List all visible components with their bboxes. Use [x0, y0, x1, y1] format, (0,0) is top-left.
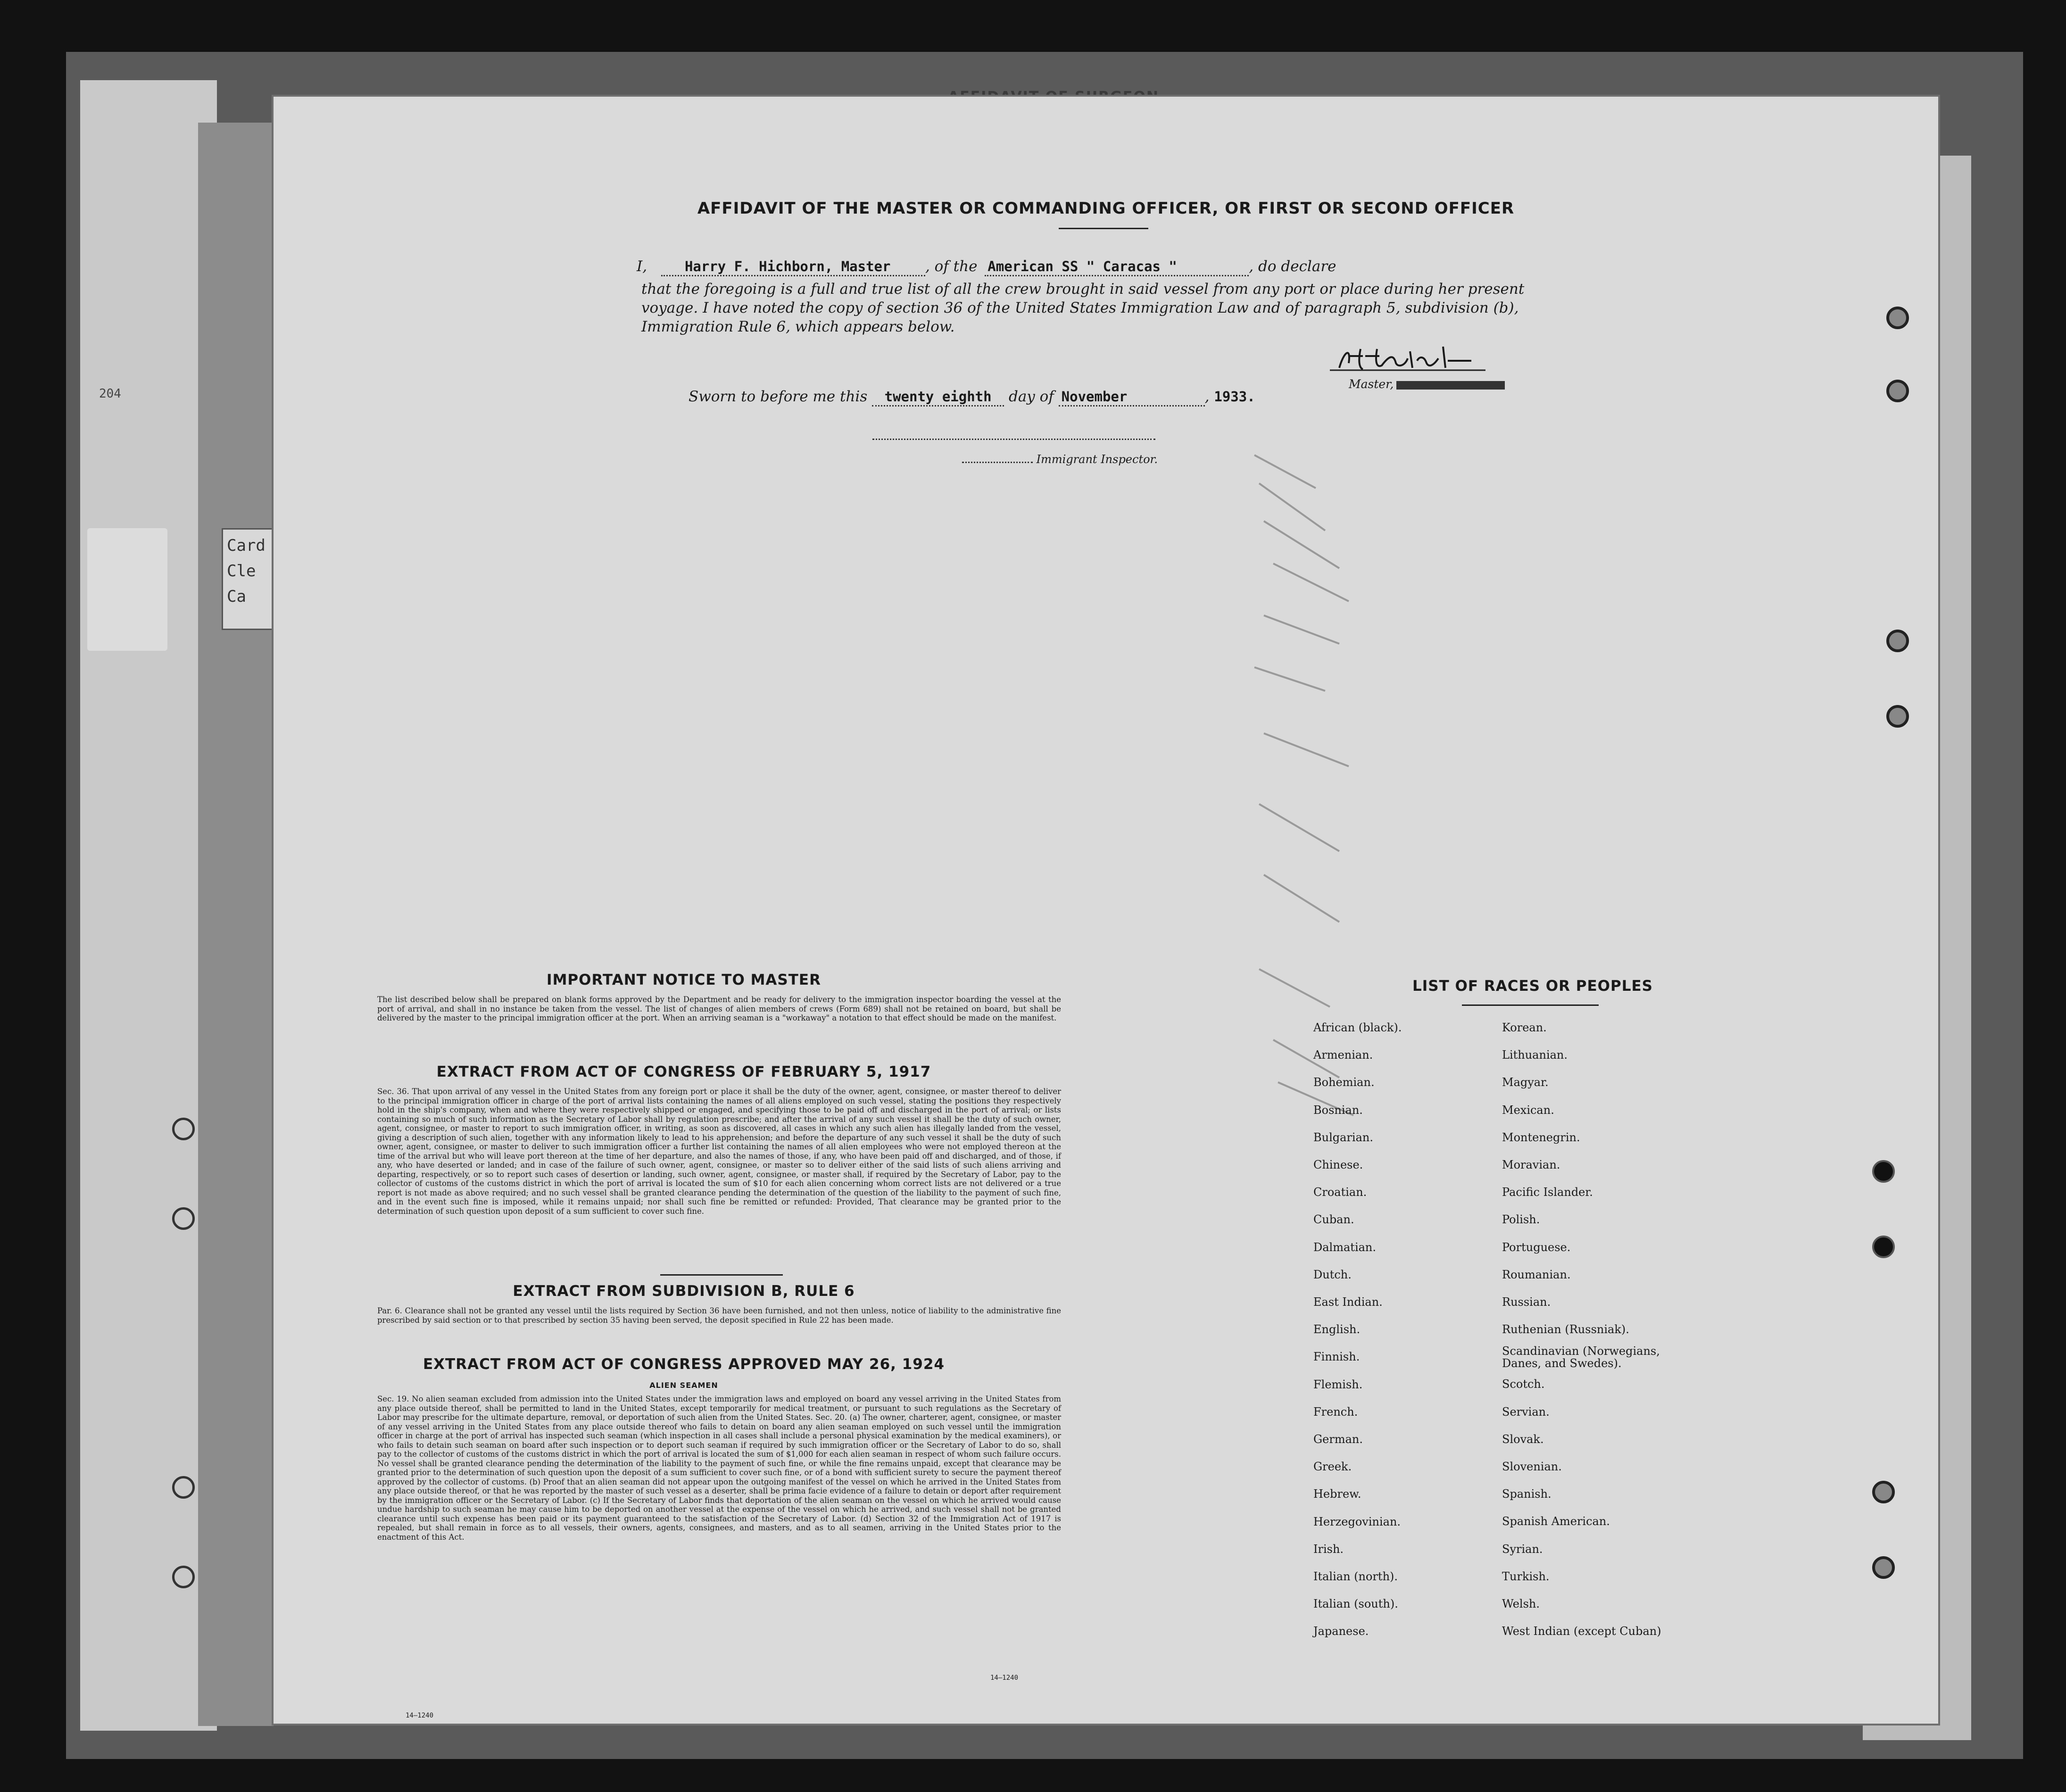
extract-1917-text: Sec. 36. That upon arrival of any vessel in the United States from any foreign port or place it shall be the duty of the owner, agent, consignee, or master thereof to deliver to the principal immigration officer in charge of the port of arrival lists containing the names of all aliens employed on such vessel, stating the positions they respectively hold in the ship's company, when and where they were respectively shipped or engaged, and specifying those to be paid off and discharged in the port of arrival; or lists containing so much of such information as the Secretary of Labor shall by regulation prescribe; and after the arrival of any such vessel it shall be the duty of such owner, agent, consignee, or master to report to such immigration officer, in writing, as soon as discovered, all cases in which any such alien has illegally landed from the vessel, giving a description of such alien, together with any information likely to lead to his apprehension; and before the departure of any such vessel it shall be the duty of such owner, agent, consignee, or master to deliver to such immigration officer a further list containing the names of all alien employees who were not employed thereon at the time of the arrival but who will leave port thereon at the time of her departure, and also the names of those, if any, who have been paid off and discharged, and of those, if any, who have deserted or landed; and in case of the failure of such owner, agent, consignee, or master so to deliver either of the said lists of such aliens arriving and departing, respectively, or so to report such cases of desertion or landing, such owner, agent, consignee, or master shall, if required by the Secretary of Labor, pay to the collector of customs of the customs district in which the port of arrival is located the sum of $10 for each alien concerning whom correct lists are not delivered or a true report is not made as above required; and no such vessel shall be granted clearance pending the determination of the question of the liability to the payment of such fine, and in the event such fine is imposed, while it remains unpaid; nor shall such fine be remitted or refunded: Provided, That clearance may be granted prior to the determination of such question upon deposit of a sum sufficient to cover such fine. — [377, 1087, 1061, 1216]
race-item: Croatian. — [1313, 1186, 1367, 1199]
race-item: Bosnian. — [1313, 1103, 1363, 1117]
declaration-line-2: that the foregoing is a full and true list of all the crew brought in said vessel from any port or place during her present — [641, 281, 1525, 298]
race-item: Pacific Islander. — [1502, 1186, 1593, 1199]
race-item: Spanish. — [1502, 1487, 1552, 1501]
margin-hole — [172, 1476, 195, 1499]
declaration-line-1 — [637, 258, 1336, 276]
race-item: Magyar. — [1502, 1076, 1549, 1089]
races-rule — [1462, 1004, 1599, 1006]
race-item: Spanish American. — [1502, 1515, 1610, 1528]
race-item: Ruthenian (Russniak). — [1502, 1323, 1629, 1336]
races-title: LIST OF RACES OR PEOPLES — [1412, 978, 1653, 995]
underlying-sheet-left — [80, 80, 217, 1731]
margin-hole — [172, 1566, 195, 1588]
master-name: Harry F. Hichborn, Master — [684, 258, 891, 274]
race-item: Moravian. — [1502, 1158, 1560, 1172]
race-item: Italian (north). — [1313, 1570, 1398, 1584]
of-the-text: , of the — [925, 258, 978, 275]
race-item: East Indian. — [1313, 1295, 1383, 1309]
race-item: Armenian. — [1313, 1048, 1373, 1062]
race-item: Slovenian. — [1502, 1460, 1562, 1474]
rule6-text: Par. 6. Clearance shall not be granted any vessel until the lists required by Section 36 have been furnished, and not then unless, notice of liability to the administrative fine prescribed by said section or to that prescribed by section 35 having been served, the deposit specified in Rule 22 has been made. — [377, 1306, 1061, 1325]
race-item: Lithuanian. — [1502, 1048, 1568, 1062]
race-item: Hebrew. — [1313, 1487, 1361, 1501]
underlying-sheet-strip — [198, 123, 274, 1726]
section-rule — [660, 1274, 783, 1276]
race-item: Italian (south). — [1313, 1597, 1398, 1611]
race-item: Slovak. — [1502, 1432, 1544, 1446]
race-item: Montenegrin. — [1502, 1130, 1580, 1144]
affidavit-page — [274, 97, 1938, 1724]
sworn-month: November — [1061, 389, 1128, 405]
races-column-1 — [1313, 1014, 1402, 1645]
do-declare-text: , do declare — [1249, 258, 1336, 275]
race-item: German. — [1313, 1433, 1363, 1446]
races-column-2 — [1502, 1014, 1700, 1645]
alien-seamen-subtitle: ALIEN SEAMEN — [649, 1381, 718, 1390]
rule6-title: EXTRACT FROM SUBDIVISION B, RULE 6 — [513, 1283, 855, 1300]
master-label-line — [1349, 377, 1505, 391]
sworn-year: 1933. — [1214, 389, 1255, 405]
sworn-line: Sworn to before me this twenty eighth day of November , 1933. — [689, 388, 1255, 407]
declaration-line-3: voyage. I have noted the copy of section 36 of the United States Immigration Law and of paragraph 5, subdivision (b), — [641, 299, 1519, 316]
inspector-sig-line — [872, 439, 1155, 440]
form-code: 14—1240 — [990, 1674, 1019, 1682]
extract-1924-title: EXTRACT FROM ACT OF CONGRESS APPROVED MAY 26, 1924 — [423, 1356, 945, 1373]
tab-line: Card — [227, 536, 266, 555]
inspector-line — [962, 450, 1158, 466]
margin-hole — [172, 1118, 195, 1140]
race-item: Herzegovinian. — [1313, 1515, 1401, 1528]
binder-hole — [1872, 1160, 1895, 1183]
race-item: Roumanian. — [1502, 1268, 1571, 1281]
sworn-day-of: day of — [1008, 388, 1054, 405]
race-item: Finnish. — [1313, 1350, 1360, 1364]
race-item: English. — [1313, 1323, 1361, 1336]
affidavit-title: AFFIDAVIT OF THE MASTER OR COMMANDING OFFICER, OR FIRST OR SECOND OFFICER — [697, 199, 1515, 218]
binder-hole — [1886, 380, 1909, 402]
race-item: Greek. — [1313, 1460, 1352, 1474]
race-item: Scotch. — [1502, 1377, 1545, 1391]
race-item: Chinese. — [1313, 1158, 1363, 1172]
binder-hole — [1886, 705, 1909, 728]
race-item: Dalmatian. — [1313, 1240, 1377, 1254]
race-item: Flemish. — [1313, 1377, 1363, 1391]
race-item: West Indian (except Cuban) — [1502, 1625, 1661, 1638]
race-item: Russian. — [1502, 1295, 1551, 1309]
extract-1924-text: Sec. 19. No alien seaman excluded from admission into the United States under the immigration laws and employed on board any vessel arriving in the United States from any place outside thereof, shall be permitted to land in the United States, except temporarily for medical treatment, or pursuant to such regulations as the Secretary of Labor may prescribe for the ultimate departure, removal, or deportation of such alien from the United States. Sec. 20. (a) The owner, charterer, agent, consignee, or master of any vessel arriving in the United States from any place outside thereof who fails to detain on board any alien seaman employed on such vessel until the immigration officer in charge at the port of arrival has inspected such seaman (which inspection in all cases shall include a personal physical examination by the medical examiners), or who fails to detain such seaman on board after such inspection or to deport such seaman if required by such immigration officer or the Secretary of Labor to do so, shall pay to the collector of customs of the customs district in which the port of arrival is located the sum of $1,000 for each alien seaman in respect of whom such failure occurs. No vessel shall be granted clearance pending the determination of the liability to the payment of such fine, or while the fine remains unpaid, except that clearance may be granted prior to the determination of such question upon the deposit of a sum sufficient to cover such fine, or of a bond with sufficient surety to secure the payment thereof approved by the collector of customs. (b) Proof that an alien seaman did not appear upon the outgoing manifest of the vessel on which he arrived in the United States from any place outside thereof, or that he was reported by the master of such vessel as a deserter, shall be prima facie evidence of a failure to detain or deport after requirement by the immigration officer or the Secretary of Labor. (c) If the Secretary of Labor finds that deportation of the alien seaman on the vessel on which he arrived would cause undue hardship to such seaman he may cause him to be deported on another vessel at the expense of the vessel on which he arrived, and such vessel shall not be granted clearance until such expense has been paid or its payment guaranteed to the satisfaction of the Secretary of Labor. (d) Section 32 of the Immigration Act of 1917 is repealed, but shall remain in force as to all vessels, their owners, agents, consignees, and masters, and as to all seamen, arriving in the United States prior to the enactment of this Act. — [377, 1394, 1061, 1542]
race-item: African (black). — [1313, 1021, 1402, 1034]
binder-hole — [1872, 1481, 1895, 1503]
race-item: French. — [1313, 1405, 1358, 1419]
declaration-prefix: I, — [637, 258, 647, 275]
extract-1917-title: EXTRACT FROM ACT OF CONGRESS OF FEBRUARY 5, 1917 — [436, 1063, 931, 1080]
binder-hole — [1886, 307, 1909, 329]
race-item: Bulgarian. — [1313, 1130, 1373, 1144]
notice-text: The list described below shall be prepared on blank forms approved by the Department and be ready for delivery to the immigration inspector boarding the vessel at the port of arrival, and shall in no instance be taken from the vessel. The list of changes of alien members of crews (Form 689) shall not be retained on board, but shall be delivered by the master to the principal immigration officer at the port. When an arriving seaman is a "workaway" a notation to that effect should be made on the manifest. — [377, 995, 1061, 1022]
inspector-label: Immigrant Inspector. — [1036, 453, 1158, 466]
race-item: Turkish. — [1502, 1569, 1550, 1583]
notice-title: IMPORTANT NOTICE TO MASTER — [547, 971, 821, 988]
binder-hole — [1872, 1556, 1895, 1579]
binder-hole — [1872, 1236, 1895, 1258]
struck-out-text — [1396, 381, 1505, 390]
sworn-day: twenty eighth — [884, 389, 992, 405]
race-item: Portuguese. — [1502, 1240, 1571, 1254]
tab-line: Ca — [227, 587, 246, 606]
race-item: Bohemian. — [1313, 1076, 1375, 1089]
vessel-name: American SS " Caracas " — [987, 258, 1177, 274]
race-item: Servian. — [1502, 1405, 1550, 1419]
paper-clip-fragment — [87, 528, 167, 651]
race-item: Dutch. — [1313, 1268, 1352, 1281]
binder-hole — [1886, 630, 1909, 652]
race-item: Welsh. — [1502, 1597, 1540, 1611]
sworn-prefix: Sworn to before me this — [689, 388, 868, 405]
left-fragment-number: 204 — [99, 387, 121, 401]
race-item: Polish. — [1502, 1213, 1540, 1227]
bottom-form-code: 14—1240 — [406, 1712, 434, 1719]
master-signature — [1330, 342, 1485, 380]
tab-line: Cle — [227, 562, 256, 581]
declaration-line-4: Immigration Rule 6, which appears below. — [641, 318, 955, 335]
race-item: Mexican. — [1502, 1103, 1554, 1117]
race-item: Scandinavian (Norwegians, Danes, and Swedes). — [1502, 1344, 1660, 1370]
race-item: Cuban. — [1313, 1213, 1354, 1227]
race-item: Syrian. — [1502, 1542, 1543, 1556]
race-item: Irish. — [1313, 1542, 1344, 1556]
race-item: Japanese. — [1313, 1625, 1369, 1638]
race-item: Korean. — [1502, 1021, 1547, 1034]
master-label: Master, — [1349, 377, 1394, 391]
margin-hole — [172, 1207, 195, 1230]
title-rule — [1059, 228, 1148, 229]
